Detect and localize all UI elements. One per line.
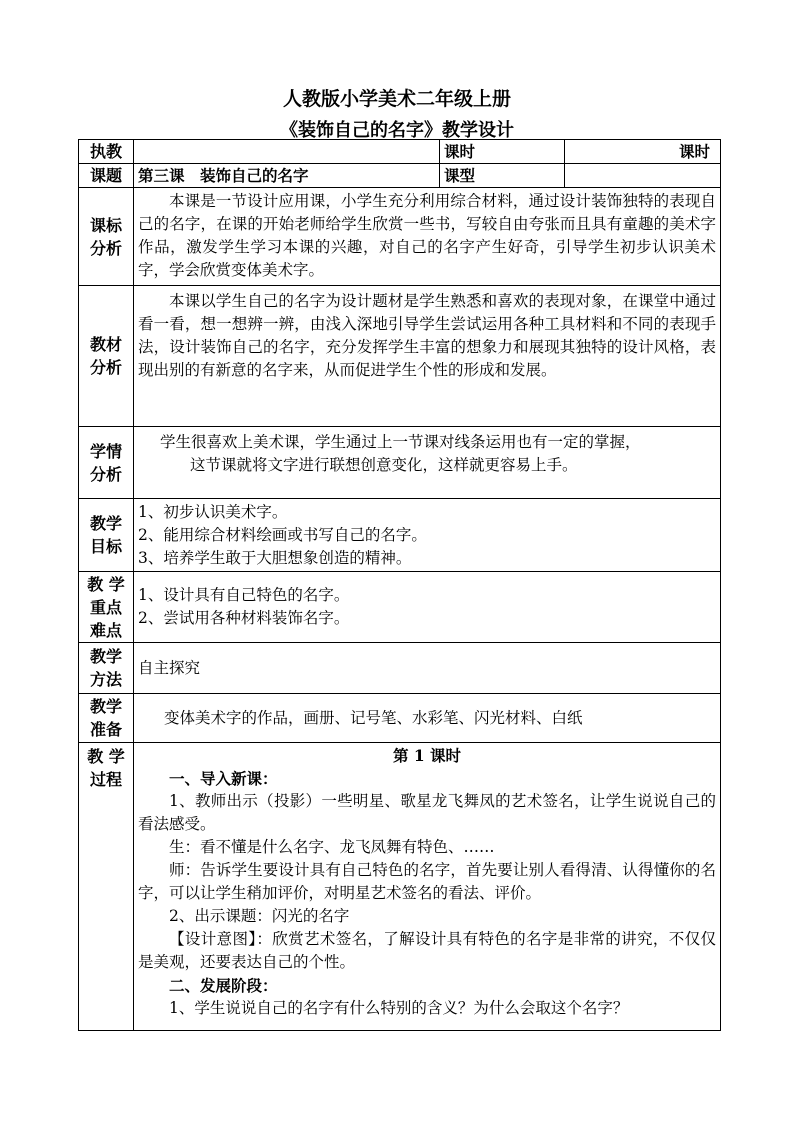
process-paragraph: 2、出示课题：闪光的名字 bbox=[169, 907, 350, 925]
learners-row bbox=[79, 427, 721, 499]
teacher-row bbox=[79, 140, 721, 164]
design-intent-paragraph: 【设计意图】：欣赏艺术签名，了解设计具有特色的名字是非常的讲究，不仅仅是美观，还要表达自己的个性。 bbox=[138, 930, 716, 971]
keypoints-label: 教 学重点难点 bbox=[79, 572, 134, 643]
period-heading: 第 1 课时 bbox=[392, 746, 462, 765]
learners-text bbox=[134, 427, 721, 499]
lesson-plan-table bbox=[78, 139, 721, 1031]
keypoints-list bbox=[134, 572, 721, 643]
lesson-type-value bbox=[565, 164, 721, 188]
curriculum-text: 本课是一节设计应用课，小学生充分利用综合材料，通过设计装饰独特的表现自己的名字，在课的开始老师给学生欣赏一些书，写较自由夸张而且具有童趣的美术字作品，激发学生学习本课的兴趣，对自己的名字产生好奇，引导学生初步认识美术字，学会欣赏变体美术字。 bbox=[134, 188, 721, 286]
process-content bbox=[134, 743, 721, 1031]
curriculum-row bbox=[79, 188, 721, 286]
process-paragraph: 生：看不懂是什么名字、龙飞凤舞有特色、…… bbox=[169, 838, 495, 856]
material-text: 本课以学生自己的名字为设计题材是学生熟悉和喜欢的表现对象，在课堂中通过看一看，想一想辨一辨，由浅入深地引导学生尝试运用各种工具材料和不同的表现手法，设计装饰自己的名字，充分发挥学生丰富的想象力和展现其独特的设计风格，表现出别的有新意的名字来，从而促进学生个性的形成和发展。 bbox=[134, 286, 721, 427]
process-label: 教 学过程 bbox=[79, 743, 134, 1031]
prep-label: 教学准备 bbox=[79, 694, 134, 743]
curriculum-label: 课标分析 bbox=[79, 188, 134, 286]
teacher-label: 执教 bbox=[79, 140, 134, 164]
learners-label: 学情分析 bbox=[79, 427, 134, 499]
material-label: 教材分析 bbox=[79, 286, 134, 427]
step-1-title: 一、导入新课： bbox=[169, 769, 278, 788]
process-paragraph: 师：告诉学生要设计具有自己特色的名字，首先要让别人看得清、认得懂你的名字，可以让学生稍加评价，对明星艺术签名的看法、评价。 bbox=[138, 861, 716, 902]
document-subtitle: 《装饰自己的名字》教学设计 bbox=[280, 120, 514, 141]
prep-row bbox=[79, 694, 721, 743]
goal-item: 1、初步认识美术字。 bbox=[138, 502, 288, 521]
lesson-type-label: 课型 bbox=[440, 164, 565, 188]
method-text: 自主探究 bbox=[134, 643, 721, 694]
process-row bbox=[79, 743, 721, 1031]
learners-line-2: 这节课就将文字进行联想创意变化，这样就更容易上手。 bbox=[190, 456, 578, 474]
keypoint-item: 1、设计具有自己特色的名字。 bbox=[138, 586, 350, 604]
goals-list bbox=[134, 499, 721, 572]
method-label: 教学方法 bbox=[79, 643, 134, 694]
prep-text: 变体美术字的作品，画册、记号笔、水彩笔、闪光材料、白纸 bbox=[134, 694, 721, 743]
process-paragraph: 1、教师出示（投影）一些明星、歌星龙飞舞凤的艺术签名，让学生说说自己的看法感受。 bbox=[138, 792, 716, 833]
goals-label: 教学目标 bbox=[79, 499, 134, 572]
material-row bbox=[79, 286, 721, 427]
keypoints-row bbox=[79, 572, 721, 643]
step-2-title: 二、发展阶段： bbox=[169, 976, 278, 995]
period-label: 课时 bbox=[440, 140, 565, 164]
topic-label: 课题 bbox=[79, 164, 134, 188]
goal-item: 3、培养学生敢于大胆想象创造的精神。 bbox=[138, 548, 412, 567]
period-value: 课时 bbox=[565, 140, 721, 164]
method-row bbox=[79, 643, 721, 694]
keypoint-item: 2、尝试用各种材料装饰名字。 bbox=[138, 609, 350, 627]
goals-row bbox=[79, 499, 721, 572]
process-paragraph: 1、学生说说自己的名字有什么特别的含义？为什么会取这个名字？ bbox=[169, 999, 629, 1017]
teacher-value bbox=[134, 140, 440, 164]
topic-row bbox=[79, 164, 721, 188]
topic-value: 第三课 装饰自己的名字 bbox=[134, 164, 440, 188]
learners-line-1: 学生很喜欢上美术课，学生通过上一节课对线条运用也有一定的掌握， bbox=[160, 433, 641, 451]
goal-item: 2、能用综合材料绘画或书写自己的名字。 bbox=[138, 525, 427, 544]
document-title: 人教版小学美术二年级上册 bbox=[282, 88, 511, 110]
